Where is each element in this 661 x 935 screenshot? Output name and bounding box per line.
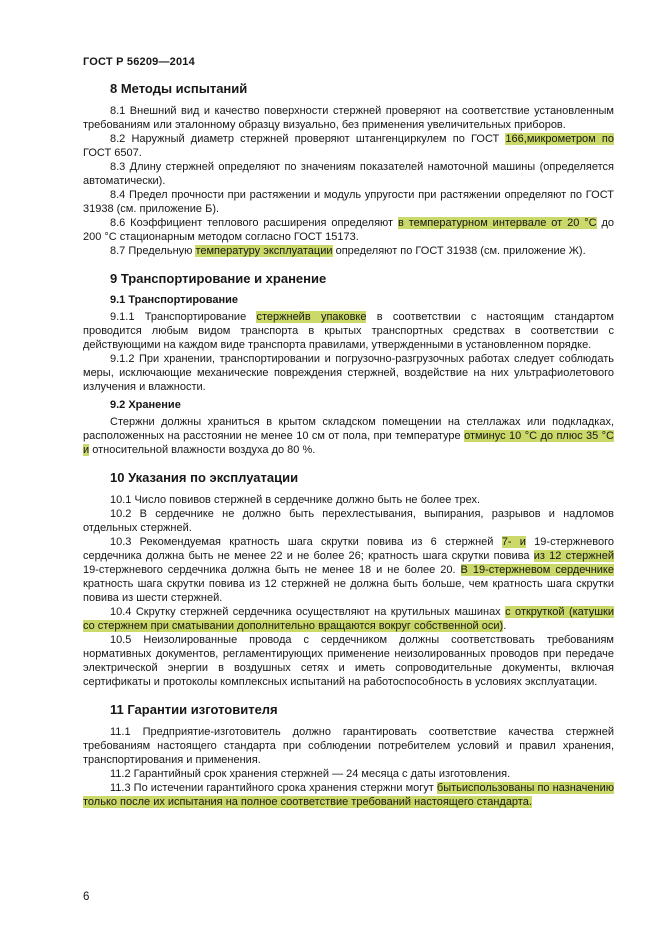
highlighted-text: из 12 стержней (533, 550, 614, 562)
subsection-heading: 9.1 Транспортирование (110, 294, 239, 306)
subsection-heading: 9.2 Хранение (110, 399, 181, 411)
text-run: 10.3 Рекомендуемая кратность шага скрутки повива из 6 стержней (110, 536, 502, 548)
page-number: 6 (83, 891, 90, 903)
section-heading: 10 Указания по эксплуатации (110, 470, 299, 485)
highlighted-text: 166,микрометром по (505, 133, 614, 145)
text-run: 8.4 Предел прочности при растяжении и модуль упругости при растяжении определяют по ГОСТ 31938 (см. приложение Б). (83, 189, 614, 215)
text-run: 10.2 В сердечнике не должно быть перехлестывания, выпирания, разрывов и надломов отдельных стержней. (83, 508, 614, 534)
highlighted-text: отминус 10 °С до плюс 35 °С и (83, 430, 614, 456)
paragraph (83, 781, 614, 809)
text-run: 8.3 Длину стержней определяют по значениям показателей намоточной машины (определяется автоматически). (83, 161, 614, 187)
text-run: 8.6 Коэффициент теплового расширения определяют (110, 217, 398, 229)
text-run: 8.2 Наружный диаметр стержней проверяют штангенциркулем по ГОСТ (110, 133, 506, 145)
standard-number: ГОСТ Р 56209—2014 (83, 56, 195, 68)
paragraph (83, 633, 614, 689)
text-run: 9.1.1 Транспортирование (110, 311, 257, 323)
paragraph (83, 216, 614, 244)
text-run: кратность шага скрутки повива из 12 стержней не должна быть больше, чем кратность шага скрутки повива из шести стержней. (83, 578, 614, 604)
text-run: Стержни должны храниться в крытом складском помещении на стеллажах или подкладках, расположенных на расстоянии не менее 10 см от пола, при температуре (83, 416, 614, 442)
text-run: 10.4 Скрутку стержней сердечника осуществляют на крутильных машинах (110, 606, 506, 618)
text-run: . (503, 620, 507, 632)
section-heading: 9 Транспортирование и хранение (110, 271, 327, 286)
highlighted-text: В 19-стержневом сердечнике (460, 564, 614, 576)
highlighted-text: температуру эксплуатации (195, 245, 333, 257)
document-body (83, 81, 614, 809)
highlighted-text: бытьиспользованы по назначению только после их испытания на полное соответствие требований настоящего стандарта. (83, 782, 614, 808)
highlighted-text: в температурном интервале от 20 °С (397, 217, 597, 229)
highlighted-text: 7- и (501, 536, 526, 548)
text-run: 19-стержневого сердечника должна быть не менее 22 и не более 26; кратность шага скрутки повива (83, 536, 615, 562)
section-heading: 11 Гарантии изготовителя (110, 702, 278, 717)
paragraph (83, 725, 614, 767)
paragraph (83, 352, 614, 394)
section (83, 702, 614, 809)
text-run: 10.5 Неизолированные провода с сердечником должны соответствовать требованиям нормативных документов, регламентирующих применение неизолированных проводов при передаче электрической энергии в воздушных сетях и иметь сопроводительные документы, включая сертификаты и протоколы комплексных испытаний на работоспособность в условиях эксплуатации. (83, 634, 614, 688)
text-run: 9.1.2 При хранении, транспортировании и погрузочно-разгрузочных работах следует соблюдать меры, исключающие механические повреждения стержней, воздействие на них ультрафиолетового излучения и влажности. (83, 353, 614, 393)
section-heading: 8 Методы испытаний (110, 81, 248, 96)
section (83, 271, 614, 457)
text-run: относительной влажности воздуха до 80 %. (89, 444, 316, 456)
paragraph (83, 188, 614, 216)
highlighted-text: с откруткой (катушки со стержнем при сматывании дополнительно вращаются вокруг собственной оси) (83, 606, 614, 632)
paragraph (83, 104, 614, 132)
paragraph (83, 415, 614, 457)
text-run: определяют по ГОСТ 31938 (см. приложение Ж). (332, 245, 586, 257)
paragraph (83, 767, 614, 781)
text-run: 10.1 Число повивов стержней в сердечнике должно быть не более трех. (110, 494, 481, 506)
paragraph (83, 535, 614, 605)
paragraph (83, 605, 614, 633)
highlighted-text: стержнейв упаковке (256, 311, 367, 323)
text-run: 8.1 Внешний вид и качество поверхности стержней проверяют на соответствие установленным требованиям или эталонному образцу визуально, без применения увеличительных приборов. (83, 105, 614, 131)
text-run: в соответствии с настоящим стандартом проводится любым видом транспорта в крытых транспортных средствах в соответствии с действующими на каждом виде транспорта правилами, утвержденными в установленном порядке. (83, 311, 614, 351)
paragraph (83, 132, 614, 160)
section (83, 470, 614, 689)
paragraph (83, 493, 614, 507)
text-run: до 200 °С стационарным методом согласно ГОСТ 15173. (83, 217, 615, 243)
section (83, 81, 614, 258)
paragraph (83, 160, 614, 188)
paragraph (83, 244, 614, 258)
text-run: ГОСТ 6507. (83, 147, 142, 159)
paragraph (83, 310, 614, 352)
text-run: 11.1 Предприятие-изготовитель должно гарантировать соответствие качества стержней требованиям настоящего стандарта при соблюдении потребителем условий и правил хранения, транспортирования и применения. (83, 726, 614, 766)
text-run: 11.3 По истечении гарантийного срока хранения стержни могут (110, 782, 437, 794)
text-run: 8.7 Предельную (110, 245, 196, 257)
text-run: 19-стержневого сердечника должна быть не менее 18 и не более 20. (83, 564, 461, 576)
text-run: 11.2 Гарантийный срок хранения стержней — 24 месяца с даты изготовления. (110, 768, 511, 780)
paragraph (83, 507, 614, 535)
